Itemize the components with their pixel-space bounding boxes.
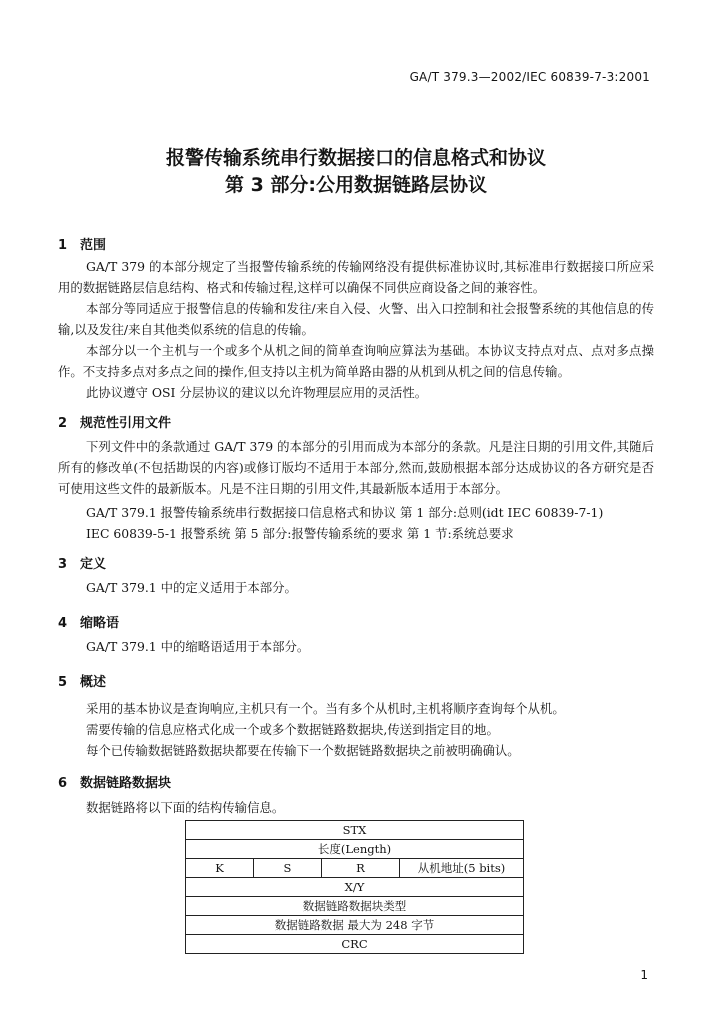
section-1-paragraph-4: 此协议遵守 OSI 分层协议的建议以允许物理层应用的灵活性。: [86, 385, 428, 400]
slave-address-cell: 从机地址(5 bits): [400, 859, 524, 878]
table-row: [186, 840, 524, 859]
stx-cell: STX: [186, 821, 524, 840]
section-number: 5: [58, 675, 68, 690]
r-cell: R: [322, 859, 400, 878]
section-3-heading: [58, 553, 106, 572]
length-cell: 长度(Length): [186, 840, 524, 859]
section-6-intro: 数据链路将以下面的结构传输信息。: [86, 800, 285, 815]
section-title: 定义: [80, 557, 107, 572]
section-number: 1: [58, 238, 68, 253]
document-title-line2: 第 3 部分:公用数据链路层协议: [224, 174, 488, 196]
section-4-heading: [58, 612, 119, 631]
section-4-paragraph: GA/T 379.1 中的缩略语适用于本部分。: [86, 639, 310, 654]
section-1-paragraph-2: 本部分等同适应于报警信息的传输和发往/来自入侵、火警、出入口控制和社会报警系统的其他信息的传输,以及发往/来自其他类似系统的信息的传输。: [58, 301, 654, 337]
document-title-line1: 报警传输系统串行数据接口的信息格式和协议: [165, 147, 546, 169]
table-row: [186, 935, 524, 954]
block-data-cell: 数据链路数据 最大为 248 字节: [186, 916, 524, 935]
table-row: [186, 859, 524, 878]
section-5-line-2: 需要传输的信息应格式化成一个或多个数据链路数据块,传送到指定目的地。: [86, 722, 499, 737]
section-5-line-1: 采用的基本协议是查询响应,主机只有一个。当有多个从机时,主机将顺序查询每个从机。: [86, 701, 565, 716]
table-row: [186, 878, 524, 897]
section-number: 6: [58, 776, 68, 791]
reference-1: GA/T 379.1 报警传输系统串行数据接口信息格式和协议 第 1 部分:总则(idt IEC 60839-7-1): [86, 505, 604, 520]
section-2-paragraph: 下列文件中的条款通过 GA/T 379 的本部分的引用而成为本部分的条款。凡是注日期的引用文件,其随后所有的修改单(不包括勘误的内容)或修订版均不适用于本部分,然而,鼓励根据本部分达成协议的各方研究是否可使用这些文件的最新版本。凡是不注日期的引用文件,其最新版本适用于本部分。: [58, 439, 654, 496]
section-title: 概述: [80, 675, 107, 690]
section-title: 数据链路数据块: [80, 776, 172, 791]
page-number: 1: [640, 968, 648, 982]
table-row: [186, 916, 524, 935]
section-title: 规范性引用文件: [80, 416, 172, 431]
section-number: 2: [58, 416, 68, 431]
section-title: 范围: [80, 238, 107, 253]
section-title: 缩略语: [80, 616, 120, 631]
table-row: [186, 897, 524, 916]
section-number: 4: [58, 616, 68, 631]
section-6-heading: [58, 772, 171, 791]
section-1-heading: [58, 234, 106, 253]
table-row: [186, 821, 524, 840]
block-type-cell: 数据链路数据块类型: [186, 897, 524, 916]
section-1-paragraph-1: GA/T 379 的本部分规定了当报警传输系统的传输网络没有提供标准协议时,其标准串行数据接口所应采用的数据链路层信息结构、格式和传输过程,这样可以确保不同供应商设备之间的兼容性。: [58, 259, 654, 295]
section-2-heading: [58, 412, 171, 431]
reference-2: IEC 60839-5-1 报警系统 第 5 部分:报警传输系统的要求 第 1 节:系统总要求: [86, 526, 514, 541]
k-cell: K: [186, 859, 254, 878]
crc-cell: CRC: [186, 935, 524, 954]
frame-structure-table: [185, 820, 524, 954]
section-5-line-3: 每个已传输数据链路数据块都要在传输下一个数据链路数据块之前被明确确认。: [86, 743, 520, 758]
s-cell: S: [254, 859, 322, 878]
section-3-paragraph: GA/T 379.1 中的定义适用于本部分。: [86, 580, 297, 595]
xy-cell: X/Y: [186, 878, 524, 897]
section-1-paragraph-3: 本部分以一个主机与一个或多个从机之间的简单查询响应算法为基础。本协议支持点对点、点对多点操作。不支持多点对多点之间的操作,但支持以主机为简单路由器的从机到从机之间的信息传输。: [58, 343, 654, 379]
section-5-heading: [58, 671, 106, 690]
section-number: 3: [58, 557, 68, 572]
standard-number: GA/T 379.3—2002/IEC 60839-7-3:2001: [409, 70, 650, 84]
